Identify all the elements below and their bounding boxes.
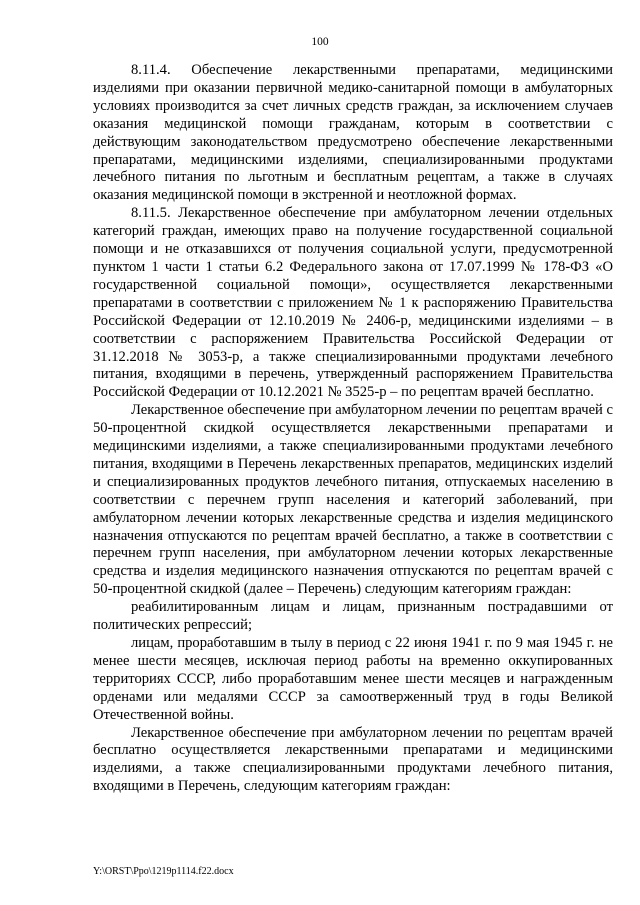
document-body (93, 62, 613, 796)
paragraph-rehabilitated: реабилитированным лицам и лицам, признанным пострадавшими от политических репрессий; (93, 599, 613, 634)
footer-file-path: Y:\ORST\Ppo\1219p1114.f22.docx (93, 866, 234, 877)
paragraph-home-front-workers: лицам, проработавшим в тылу в период с 22 июня 1941 г. по 9 мая 1945 г. не менее шести месяцев, исключая период работы на временно оккупированных территориях СССР, либо проработавшим менее шести месяцев и награжденным орденами или медалями СССР за самоотверженный труд в годы Великой Отечественной войны. (93, 635, 613, 723)
paragraph-8-11-4: 8.11.4. Обеспечение лекарственными препаратами, медицинскими изделиями при оказании первичной медико-санитарной помощи в амбулаторных условиях производится за счет личных средств граждан, за исключением случаев оказания медицинской помощи гражданам, которым в соответствии с действующим законодательством предусмотрено обеспечение лекарственными препаратами, медицинскими изделиями, специализированными продуктами лечебного питания по льготным и бесплатным рецептам, а также в случаях оказания медицинской помощи в экстренной и неотложной формах. (93, 62, 613, 204)
page-number: 100 (311, 36, 329, 48)
paragraph-discount-supply: Лекарственное обеспечение при амбулаторном лечении по рецептам врачей с 50-процентной скидкой осуществляется лекарственными препаратами и медицинскими изделиями, а также специализированными продуктами лечебного питания, входящими в Перечень лекарственных препаратов, медицинских изделий и специализированных продуктов лечебного питания, отпускаемых населению в соответствии с перечнем групп населения и категорий заболеваний, при амбулаторном лечении которых лекарственные средства и изделия медицинского назначения отпускаются по рецептам врачей бесплатно, а также в соответствии с перечнем групп населения, при амбулаторном лечении которых лекарственные средства и изделия медицинского назначения отпускаются по рецептам врачей с 50-процентной скидкой (далее – Перечень) следующим категориям граждан: (93, 402, 613, 598)
paragraph-8-11-5: 8.11.5. Лекарственное обеспечение при амбулаторном лечении отдельных категорий граждан, имеющих право на получение государственной социальной помощи и не отказавшихся от получения социальной услуги, предусмотренной пунктом 1 части 1 статьи 6.2 Федерального закона от 17.07.1999 № 178-ФЗ «О государственной социальной помощи», осуществляется лекарственными препаратами в соответствии с приложением № 1 к распоряжению Правительства Российской Федерации от 12.10.2019 № 2406-р, медицинскими изделиями – в соответствии с распоряжением Правительства Российской Федерации от 31.12.2018 № 3053-р, а также специализированными продуктами лечебного питания, входящими в перечень, утвержденный распоряжением Правительства Российской Федерации от 10.12.2021 № 3525-р – по рецептам врачей бесплатно. (93, 205, 613, 401)
paragraph-free-supply: Лекарственное обеспечение при амбулаторном лечении по рецептам врачей бесплатно осуществляется лекарственными препаратами и медицинскими изделиями, а также специализированными продуктами лечебного питания, входящими в Перечень, следующим категориям граждан: (93, 724, 613, 795)
